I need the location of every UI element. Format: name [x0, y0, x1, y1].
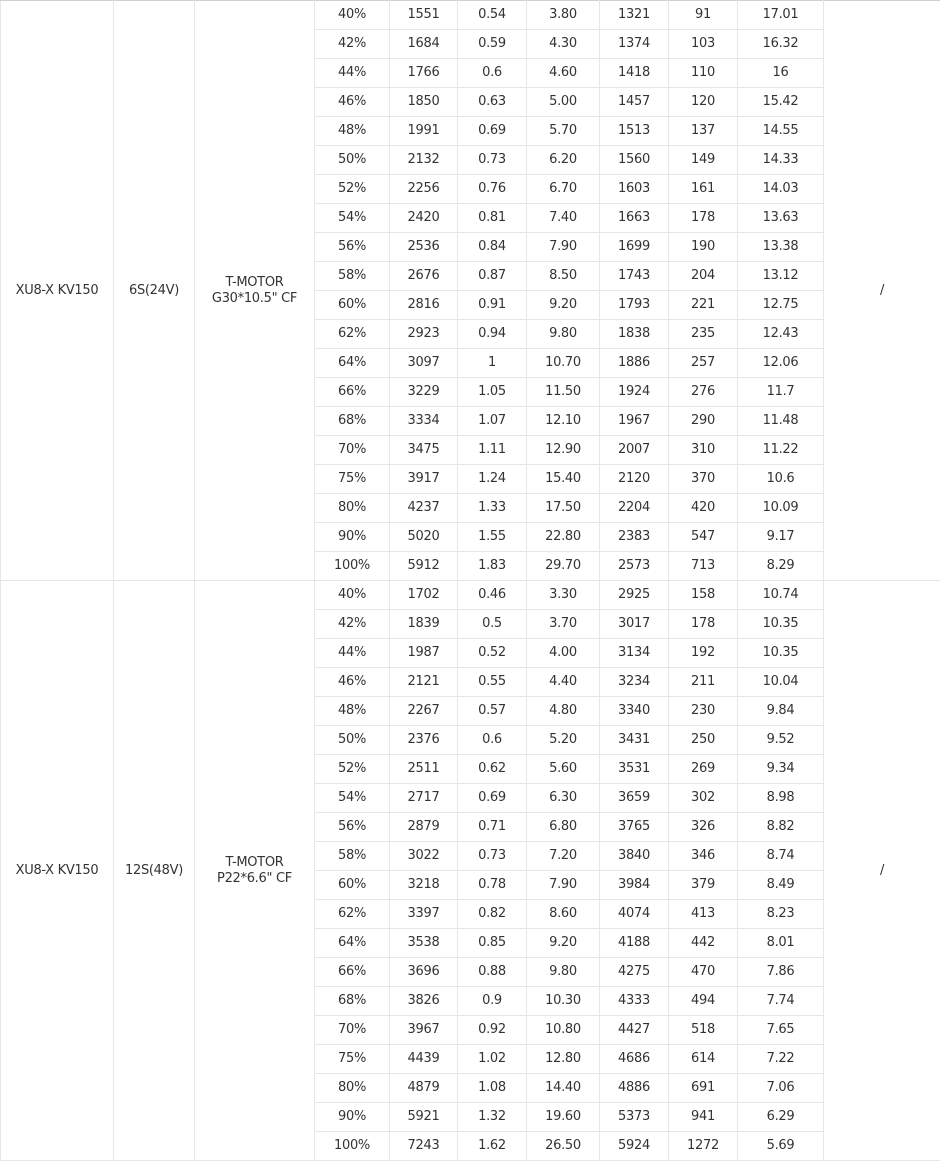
throttle-cell: 42%	[315, 610, 390, 639]
thrust-cell: 0.62	[458, 755, 527, 784]
current-cell: 17.50	[527, 494, 600, 523]
throttle-cell: 52%	[315, 175, 390, 204]
efficiency-cell: 10.09	[738, 494, 824, 523]
power-cell: 161	[669, 175, 738, 204]
speed-cell: 4275	[600, 958, 669, 987]
power-cell: 691	[669, 1074, 738, 1103]
propeller-cell	[195, 581, 315, 1161]
efficiency-cell: 7.22	[738, 1045, 824, 1074]
efficiency-cell: 5.69	[738, 1132, 824, 1161]
throttle-cell: 52%	[315, 755, 390, 784]
efficiency-cell: 8.82	[738, 813, 824, 842]
speed-cell: 4188	[600, 929, 669, 958]
efficiency-cell: 15.42	[738, 88, 824, 117]
voltage-cell: 6S(24V)	[114, 1, 195, 581]
current-cell: 10.70	[527, 349, 600, 378]
current-cell: 5.60	[527, 755, 600, 784]
power-cell: 204	[669, 262, 738, 291]
throttle-cell: 75%	[315, 1045, 390, 1074]
speed-cell: 2007	[600, 436, 669, 465]
thrust-cell: 0.52	[458, 639, 527, 668]
rpm-cell: 2132	[390, 146, 458, 175]
throttle-cell: 58%	[315, 262, 390, 291]
current-cell: 15.40	[527, 465, 600, 494]
thrust-cell: 0.6	[458, 59, 527, 88]
efficiency-cell: 10.35	[738, 610, 824, 639]
throttle-cell: 66%	[315, 958, 390, 987]
test-group	[1, 581, 940, 1161]
propeller-brand: T-MOTOR	[195, 855, 314, 871]
throttle-cell: 64%	[315, 929, 390, 958]
speed-cell: 5924	[600, 1132, 669, 1161]
speed-cell: 3984	[600, 871, 669, 900]
speed-cell: 1457	[600, 88, 669, 117]
rpm-cell: 2376	[390, 726, 458, 755]
throttle-cell: 48%	[315, 117, 390, 146]
thrust-cell: 0.73	[458, 146, 527, 175]
current-cell: 9.80	[527, 958, 600, 987]
efficiency-cell: 7.74	[738, 987, 824, 1016]
throttle-cell: 100%	[315, 1132, 390, 1161]
rpm-cell: 3229	[390, 378, 458, 407]
throttle-cell: 58%	[315, 842, 390, 871]
power-cell: 941	[669, 1103, 738, 1132]
rpm-cell: 1684	[390, 30, 458, 59]
efficiency-cell: 12.75	[738, 291, 824, 320]
thrust-cell: 0.63	[458, 88, 527, 117]
speed-cell: 5373	[600, 1103, 669, 1132]
speed-cell: 1886	[600, 349, 669, 378]
throttle-cell: 75%	[315, 465, 390, 494]
throttle-cell: 90%	[315, 523, 390, 552]
current-cell: 5.70	[527, 117, 600, 146]
power-cell: 547	[669, 523, 738, 552]
speed-cell: 3017	[600, 610, 669, 639]
current-cell: 3.80	[527, 1, 600, 30]
throttle-cell: 48%	[315, 697, 390, 726]
thrust-cell: 0.92	[458, 1016, 527, 1045]
speed-cell: 1699	[600, 233, 669, 262]
rpm-cell: 4237	[390, 494, 458, 523]
current-cell: 7.40	[527, 204, 600, 233]
current-cell: 14.40	[527, 1074, 600, 1103]
efficiency-cell: 8.01	[738, 929, 824, 958]
thrust-cell: 0.81	[458, 204, 527, 233]
current-cell: 22.80	[527, 523, 600, 552]
speed-cell: 2573	[600, 552, 669, 581]
power-cell: 1272	[669, 1132, 738, 1161]
rpm-cell: 2879	[390, 813, 458, 842]
thrust-cell: 0.5	[458, 610, 527, 639]
power-cell: 158	[669, 581, 738, 610]
rpm-cell: 3475	[390, 436, 458, 465]
thrust-cell: 1.11	[458, 436, 527, 465]
power-cell: 178	[669, 204, 738, 233]
thrust-cell: 1.55	[458, 523, 527, 552]
efficiency-cell: 10.74	[738, 581, 824, 610]
efficiency-cell: 8.23	[738, 900, 824, 929]
speed-cell: 3765	[600, 813, 669, 842]
rpm-cell: 3218	[390, 871, 458, 900]
efficiency-cell: 8.98	[738, 784, 824, 813]
rpm-cell: 3917	[390, 465, 458, 494]
rpm-cell: 3696	[390, 958, 458, 987]
propeller-cell	[195, 1, 315, 581]
speed-cell: 2383	[600, 523, 669, 552]
throttle-cell: 50%	[315, 146, 390, 175]
power-cell: 269	[669, 755, 738, 784]
rpm-cell: 3397	[390, 900, 458, 929]
power-cell: 178	[669, 610, 738, 639]
current-cell: 8.60	[527, 900, 600, 929]
throttle-cell: 62%	[315, 320, 390, 349]
current-cell: 3.70	[527, 610, 600, 639]
thrust-cell: 0.57	[458, 697, 527, 726]
current-cell: 10.30	[527, 987, 600, 1016]
speed-cell: 4074	[600, 900, 669, 929]
thrust-cell: 1.02	[458, 1045, 527, 1074]
current-cell: 12.10	[527, 407, 600, 436]
thrust-cell: 0.76	[458, 175, 527, 204]
throttle-cell: 56%	[315, 813, 390, 842]
efficiency-cell: 16.32	[738, 30, 824, 59]
speed-cell: 1967	[600, 407, 669, 436]
thrust-cell: 0.91	[458, 291, 527, 320]
throttle-cell: 64%	[315, 349, 390, 378]
throttle-cell: 70%	[315, 1016, 390, 1045]
rpm-cell: 2923	[390, 320, 458, 349]
current-cell: 29.70	[527, 552, 600, 581]
throttle-cell: 60%	[315, 291, 390, 320]
rpm-cell: 1839	[390, 610, 458, 639]
efficiency-cell: 10.6	[738, 465, 824, 494]
efficiency-cell: 11.22	[738, 436, 824, 465]
speed-cell: 1603	[600, 175, 669, 204]
efficiency-cell: 10.35	[738, 639, 824, 668]
speed-cell: 4333	[600, 987, 669, 1016]
speed-cell: 4427	[600, 1016, 669, 1045]
table-row	[1, 1, 940, 30]
efficiency-cell: 9.52	[738, 726, 824, 755]
thrust-cell: 1.32	[458, 1103, 527, 1132]
thrust-cell: 0.69	[458, 784, 527, 813]
thrust-cell: 0.6	[458, 726, 527, 755]
propeller-model: G30*10.5" CF	[195, 291, 314, 307]
rpm-cell: 3097	[390, 349, 458, 378]
power-cell: 470	[669, 958, 738, 987]
power-cell: 230	[669, 697, 738, 726]
speed-cell: 3531	[600, 755, 669, 784]
current-cell: 7.90	[527, 871, 600, 900]
power-cell: 518	[669, 1016, 738, 1045]
power-cell: 413	[669, 900, 738, 929]
throttle-cell: 68%	[315, 987, 390, 1016]
current-cell: 4.40	[527, 668, 600, 697]
current-cell: 7.20	[527, 842, 600, 871]
rpm-cell: 4879	[390, 1074, 458, 1103]
propeller-brand: T-MOTOR	[195, 275, 314, 291]
speed-cell: 2925	[600, 581, 669, 610]
speed-cell: 1321	[600, 1, 669, 30]
efficiency-cell: 11.7	[738, 378, 824, 407]
efficiency-cell: 12.43	[738, 320, 824, 349]
rpm-cell: 1766	[390, 59, 458, 88]
current-cell: 7.90	[527, 233, 600, 262]
current-cell: 5.00	[527, 88, 600, 117]
thrust-cell: 0.46	[458, 581, 527, 610]
thrust-cell: 0.84	[458, 233, 527, 262]
rpm-cell: 3334	[390, 407, 458, 436]
rpm-cell: 3826	[390, 987, 458, 1016]
rpm-cell: 5912	[390, 552, 458, 581]
thrust-cell: 1.05	[458, 378, 527, 407]
speed-cell: 3340	[600, 697, 669, 726]
throttle-cell: 80%	[315, 494, 390, 523]
current-cell: 4.30	[527, 30, 600, 59]
throttle-cell: 56%	[315, 233, 390, 262]
throttle-cell: 40%	[315, 581, 390, 610]
rpm-cell: 2121	[390, 668, 458, 697]
speed-cell: 1560	[600, 146, 669, 175]
throttle-cell: 60%	[315, 871, 390, 900]
efficiency-cell: 8.29	[738, 552, 824, 581]
thrust-cell: 0.94	[458, 320, 527, 349]
power-cell: 420	[669, 494, 738, 523]
current-cell: 10.80	[527, 1016, 600, 1045]
throttle-cell: 46%	[315, 668, 390, 697]
current-cell: 6.80	[527, 813, 600, 842]
power-cell: 211	[669, 668, 738, 697]
power-cell: 137	[669, 117, 738, 146]
thrust-cell: 0.59	[458, 30, 527, 59]
efficiency-cell: 7.65	[738, 1016, 824, 1045]
current-cell: 5.20	[527, 726, 600, 755]
throttle-cell: 54%	[315, 784, 390, 813]
rpm-cell: 2676	[390, 262, 458, 291]
power-cell: 149	[669, 146, 738, 175]
speed-cell: 3234	[600, 668, 669, 697]
efficiency-cell: 13.38	[738, 233, 824, 262]
thrust-cell: 1.62	[458, 1132, 527, 1161]
current-cell: 26.50	[527, 1132, 600, 1161]
efficiency-cell: 7.86	[738, 958, 824, 987]
power-cell: 276	[669, 378, 738, 407]
current-cell: 9.80	[527, 320, 600, 349]
efficiency-cell: 9.34	[738, 755, 824, 784]
rpm-cell: 3967	[390, 1016, 458, 1045]
power-cell: 614	[669, 1045, 738, 1074]
rpm-cell: 4439	[390, 1045, 458, 1074]
efficiency-cell: 8.49	[738, 871, 824, 900]
power-cell: 192	[669, 639, 738, 668]
efficiency-cell: 11.48	[738, 407, 824, 436]
speed-cell: 2120	[600, 465, 669, 494]
thrust-cell: 1	[458, 349, 527, 378]
speed-cell: 1743	[600, 262, 669, 291]
thrust-cell: 0.82	[458, 900, 527, 929]
power-cell: 310	[669, 436, 738, 465]
current-cell: 9.20	[527, 929, 600, 958]
notes-cell: /	[824, 581, 940, 1161]
efficiency-cell: 8.74	[738, 842, 824, 871]
efficiency-cell: 14.55	[738, 117, 824, 146]
rpm-cell: 1850	[390, 88, 458, 117]
efficiency-cell: 14.03	[738, 175, 824, 204]
throttle-cell: 50%	[315, 726, 390, 755]
propeller-model: P22*6.6" CF	[195, 871, 314, 887]
rpm-cell: 2816	[390, 291, 458, 320]
power-cell: 302	[669, 784, 738, 813]
rpm-cell: 5020	[390, 523, 458, 552]
throttle-cell: 42%	[315, 30, 390, 59]
efficiency-cell: 6.29	[738, 1103, 824, 1132]
throttle-cell: 80%	[315, 1074, 390, 1103]
speed-cell: 4686	[600, 1045, 669, 1074]
thrust-cell: 1.24	[458, 465, 527, 494]
power-cell: 713	[669, 552, 738, 581]
rpm-cell: 2536	[390, 233, 458, 262]
thrust-cell: 0.73	[458, 842, 527, 871]
current-cell: 8.50	[527, 262, 600, 291]
current-cell: 12.90	[527, 436, 600, 465]
efficiency-cell: 17.01	[738, 1, 824, 30]
speed-cell: 3134	[600, 639, 669, 668]
speed-cell: 3431	[600, 726, 669, 755]
thrust-cell: 1.83	[458, 552, 527, 581]
rpm-cell: 2717	[390, 784, 458, 813]
speed-cell: 3659	[600, 784, 669, 813]
power-cell: 442	[669, 929, 738, 958]
speed-cell: 2204	[600, 494, 669, 523]
throttle-cell: 100%	[315, 552, 390, 581]
power-cell: 257	[669, 349, 738, 378]
speed-cell: 1418	[600, 59, 669, 88]
power-cell: 103	[669, 30, 738, 59]
power-cell: 346	[669, 842, 738, 871]
throttle-cell: 68%	[315, 407, 390, 436]
rpm-cell: 2256	[390, 175, 458, 204]
efficiency-cell: 13.12	[738, 262, 824, 291]
thrust-cell: 0.78	[458, 871, 527, 900]
throttle-cell: 54%	[315, 204, 390, 233]
power-cell: 110	[669, 59, 738, 88]
rpm-cell: 5921	[390, 1103, 458, 1132]
speed-cell: 1793	[600, 291, 669, 320]
efficiency-cell: 13.63	[738, 204, 824, 233]
rpm-cell: 2267	[390, 697, 458, 726]
throttle-cell: 46%	[315, 88, 390, 117]
rpm-cell: 1702	[390, 581, 458, 610]
thrust-cell: 0.55	[458, 668, 527, 697]
speed-cell: 1838	[600, 320, 669, 349]
power-cell: 190	[669, 233, 738, 262]
thrust-cell: 0.87	[458, 262, 527, 291]
table-row	[1, 581, 940, 610]
efficiency-cell: 10.04	[738, 668, 824, 697]
throttle-cell: 70%	[315, 436, 390, 465]
thrust-cell: 0.71	[458, 813, 527, 842]
thrust-cell: 0.85	[458, 929, 527, 958]
thrust-cell: 0.54	[458, 1, 527, 30]
rpm-cell: 1987	[390, 639, 458, 668]
power-cell: 91	[669, 1, 738, 30]
power-cell: 235	[669, 320, 738, 349]
throttle-cell: 40%	[315, 1, 390, 30]
rpm-cell: 1551	[390, 1, 458, 30]
speed-cell: 1663	[600, 204, 669, 233]
rpm-cell: 2511	[390, 755, 458, 784]
throttle-cell: 44%	[315, 59, 390, 88]
motor-model-cell: XU8-X KV150	[1, 581, 114, 1161]
rpm-cell: 1991	[390, 117, 458, 146]
motor-model-cell: XU8-X KV150	[1, 1, 114, 581]
speed-cell: 1513	[600, 117, 669, 146]
thrust-cell: 0.88	[458, 958, 527, 987]
current-cell: 4.80	[527, 697, 600, 726]
current-cell: 4.00	[527, 639, 600, 668]
current-cell: 3.30	[527, 581, 600, 610]
rpm-cell: 3022	[390, 842, 458, 871]
speed-cell: 1924	[600, 378, 669, 407]
current-cell: 6.30	[527, 784, 600, 813]
current-cell: 6.20	[527, 146, 600, 175]
efficiency-cell: 9.17	[738, 523, 824, 552]
efficiency-cell: 14.33	[738, 146, 824, 175]
throttle-cell: 44%	[315, 639, 390, 668]
throttle-cell: 62%	[315, 900, 390, 929]
rpm-cell: 7243	[390, 1132, 458, 1161]
efficiency-cell: 7.06	[738, 1074, 824, 1103]
current-cell: 4.60	[527, 59, 600, 88]
notes-cell: /	[824, 1, 940, 581]
rpm-cell: 3538	[390, 929, 458, 958]
current-cell: 19.60	[527, 1103, 600, 1132]
thrust-cell: 0.9	[458, 987, 527, 1016]
thrust-cell: 0.69	[458, 117, 527, 146]
power-cell: 370	[669, 465, 738, 494]
efficiency-cell: 9.84	[738, 697, 824, 726]
power-cell: 326	[669, 813, 738, 842]
thrust-cell: 1.07	[458, 407, 527, 436]
efficiency-cell: 16	[738, 59, 824, 88]
power-cell: 379	[669, 871, 738, 900]
current-cell: 11.50	[527, 378, 600, 407]
current-cell: 9.20	[527, 291, 600, 320]
throttle-cell: 66%	[315, 378, 390, 407]
power-cell: 494	[669, 987, 738, 1016]
thrust-cell: 1.08	[458, 1074, 527, 1103]
voltage-cell: 12S(48V)	[114, 581, 195, 1161]
efficiency-cell: 12.06	[738, 349, 824, 378]
throttle-cell: 90%	[315, 1103, 390, 1132]
speed-cell: 4886	[600, 1074, 669, 1103]
power-cell: 221	[669, 291, 738, 320]
power-cell: 290	[669, 407, 738, 436]
speed-cell: 3840	[600, 842, 669, 871]
rpm-cell: 2420	[390, 204, 458, 233]
thrust-cell: 1.33	[458, 494, 527, 523]
power-cell: 250	[669, 726, 738, 755]
current-cell: 6.70	[527, 175, 600, 204]
test-group	[1, 1, 940, 581]
power-cell: 120	[669, 88, 738, 117]
current-cell: 12.80	[527, 1045, 600, 1074]
speed-cell: 1374	[600, 30, 669, 59]
